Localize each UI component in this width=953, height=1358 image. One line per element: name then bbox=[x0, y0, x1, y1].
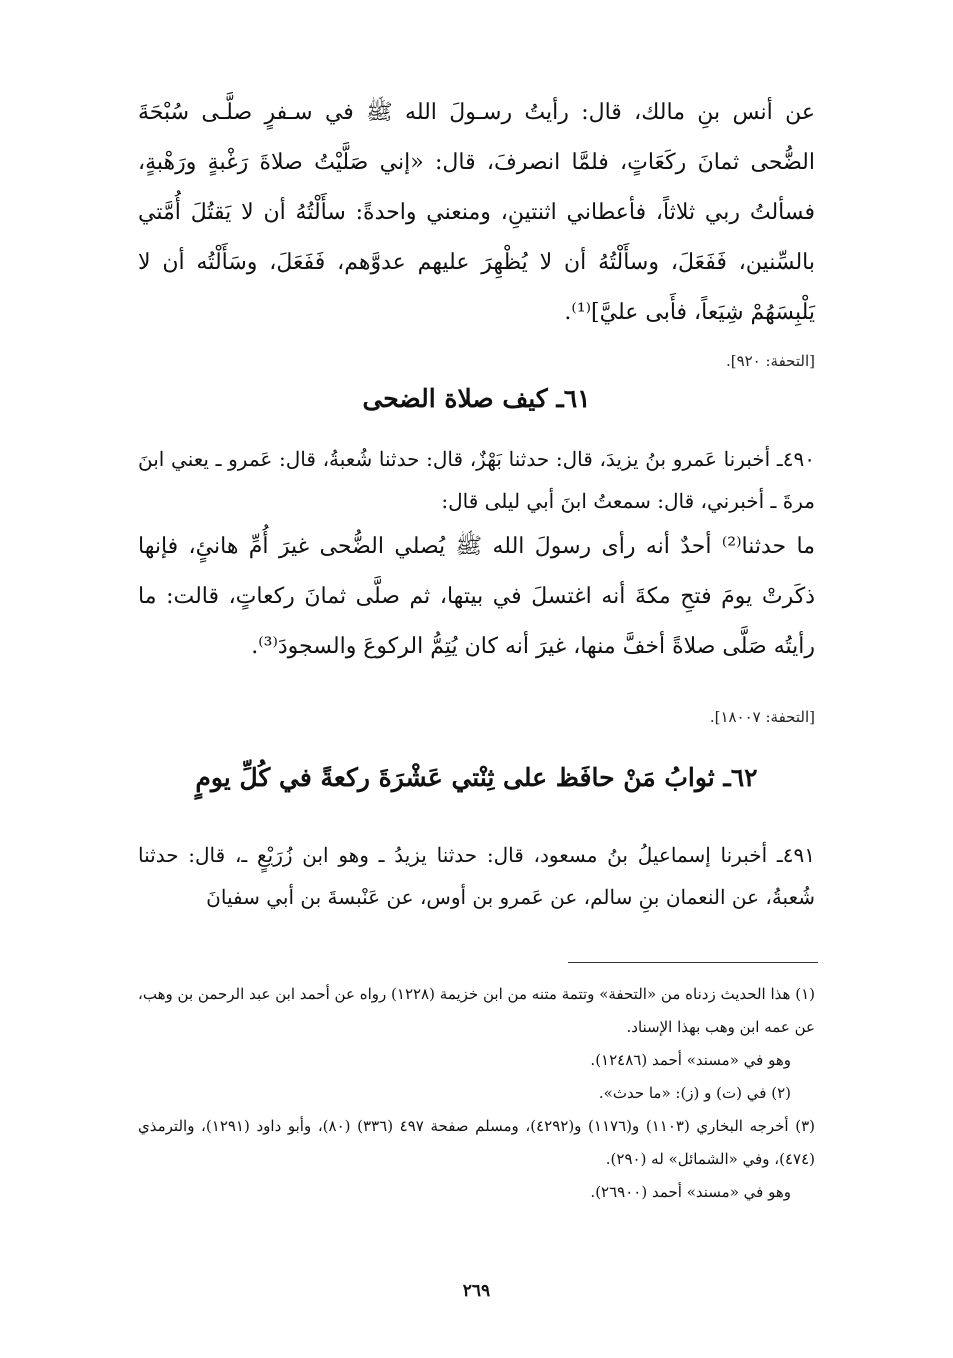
footnote-3-continuation: وهو في «مسند» أحمد (٢٦٩٠٠). bbox=[590, 1183, 791, 1201]
section-heading-61: ٦١ـ كيف صلاة الضحى bbox=[362, 384, 591, 413]
footnote-divider bbox=[568, 962, 818, 963]
hadith-490-matn bbox=[138, 522, 815, 672]
hadith-490-isnad bbox=[138, 438, 815, 522]
reference-tuhfa-18007: [التحفة: ١٨٠٠٧]. bbox=[709, 708, 815, 726]
page-number: ٢٦٩ bbox=[462, 1281, 491, 1301]
reference-tuhfa-920: [التحفة: ٩٢٠]. bbox=[725, 352, 815, 370]
footnote-2: (٢) في (ت) و (ز): «ما حدث». bbox=[598, 1084, 791, 1102]
footnotes bbox=[138, 978, 815, 1209]
hadith-490-isnad-text: ٤٩٠ـ أخبرنا عَمرو بنُ يزيدَ، قال: حدثنا بَهْزٌ، قال: حدثنا شُعبةُ، قال: عَمرو ـ يعني ابنَ مرةَ ـ أخبرني، قال: سمعتُ ابنَ أبي ليلى قال: bbox=[138, 447, 815, 513]
footnote-3: (٣) أخرجه البخاري (١١٠٣) و(١١٧٦) و(٤٢٩٢)، ومسلم صفحة ٤٩٧ (٣٣٦) (٨٠)، وأبو داود (١٢٩١)، والترمذي (٤٧٤)، وفي «الشمائل» له (٢٩٠). bbox=[138, 1117, 815, 1168]
intro-paragraph bbox=[138, 88, 815, 338]
hadith-490-matn-text: ما حدثنا⁽²⁾ أحدٌ أنه رأى رسولَ الله ﷺ يُصلي الضُّحى غيرَ أُمِّ هانئٍ، فإنها ذكَرتْ يومَ فتحِ مكةَ أنه اغتسلَ في بيتها، ثم صلَّى ثمانَ ركعاتٍ، قالت: ما رأيتُه صَلَّى صلاةً أخفَّ منها، غيرَ أنه كان يُتِمُّ الركوعَ والسجودَ⁽³⁾. bbox=[138, 534, 815, 659]
footnote-1: (١) هذا الحديث زدناه من «التحفة» وتتمة متنه من ابن خزيمة (١٢٢٨) رواه عن أحمد ابن عبد الرحمن بن وهب، عن عمه ابن وهب بهذا الإسناد. bbox=[138, 985, 815, 1036]
footnote-1-continuation: وهو في «مسند» أحمد (١٢٤٨٦). bbox=[590, 1051, 791, 1069]
hadith-491-isnad-text: ٤٩١ـ أخبرنا إسماعيلُ بنُ مسعود، قال: حدثنا يزيدُ ـ وهو ابن زُرَيْعٍ ـ، قال: حدثنا شُعبةُ، عن النعمان بنِ سالم، عن عَمرو بن أوس، عن عَنْبسةَ بن أبي سفيانَ bbox=[138, 843, 815, 909]
hadith-491-isnad bbox=[138, 834, 815, 918]
section-heading-62: ٦٢ـ ثوابُ مَنْ حافَظ على ثِنْتي عَشْرَةَ ركعةً في كُلِّ يومٍ bbox=[195, 763, 758, 792]
intro-paragraph-text: عن أنس بنِ مالك، قال: رأيتُ رسـولَ الله ﷺ في سـفرٍ صلَّـى سُبْحَةَ الضُّحى ثمانَ ركَعَاتٍ، فلمَّا انصرفَ، قال: «إني صَلَّيْتُ صلاةَ رَغْبةٍ ورَهْبةٍ، فسألتُ ربي ثلاثاً، فأعطاني اثنتينِ، ومنعني واحدةً: سأَلْتُهُ أن لا يَقتُلَ أُمَّتي بالسِّنين، فَفَعَلَ، وسأَلْتُهُ أن لا يُظْهِرَ عليهم عدوَّهم، فَفَعَلَ، وسَأَلْتُه أن لا يَلْبِسَهُمْ شِيَعاً، فأَبى عليَّ]⁽¹⁾. bbox=[138, 100, 815, 325]
